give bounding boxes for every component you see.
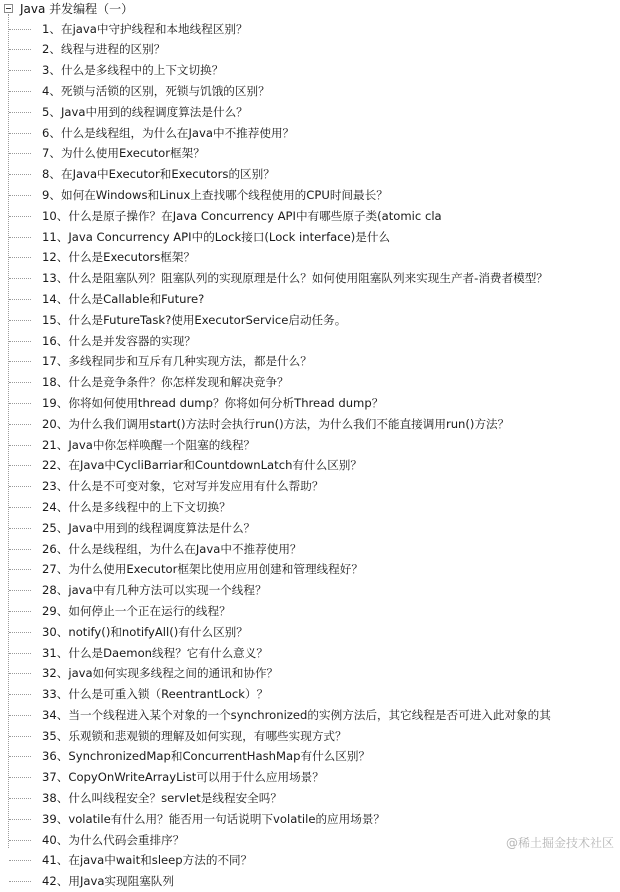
tree-item-label[interactable]: 34、当一个线程进入某个对象的一个synchronized的实例方法后，其它线程是否可进入此对象的其	[42, 707, 551, 722]
tree-item-label[interactable]: 28、java中有几种方法可以实现一个线程？	[42, 583, 267, 598]
tree-item[interactable]	[0, 705, 620, 726]
tree-item[interactable]	[0, 372, 620, 393]
tree-item-label[interactable]: 29、如何停止一个正在运行的线程？	[42, 603, 231, 618]
tree-item[interactable]	[0, 185, 620, 206]
tree-item[interactable]	[0, 414, 620, 435]
tree-branch-line	[9, 278, 31, 279]
tree-item[interactable]	[0, 102, 620, 123]
tree-item-label[interactable]: 1、在java中守护线程和本地线程区别？	[42, 21, 248, 36]
tree-branch-line	[9, 486, 31, 487]
tree-item-label[interactable]: 7、为什么使用Executor框架？	[42, 146, 205, 161]
tree-branch-line	[9, 569, 31, 570]
tree-branch-line	[9, 881, 31, 882]
tree-branch-line	[9, 798, 31, 799]
tree-item[interactable]	[0, 684, 620, 705]
tree-item[interactable]	[0, 788, 620, 809]
tree-branch-line	[9, 382, 31, 383]
tree-item[interactable]	[0, 726, 620, 747]
tree-item[interactable]	[0, 247, 620, 268]
tree-item-label[interactable]: 30、notify()和notifyAll()有什么区别？	[42, 624, 248, 639]
tree-branch-line	[9, 736, 31, 737]
tree-branch-line	[9, 299, 31, 300]
tree-item-label[interactable]: 6、什么是线程组，为什么在Java中不推荐使用？	[42, 125, 295, 140]
tree-item-label[interactable]: 4、死锁与活锁的区别，死锁与饥饿的区别？	[42, 83, 270, 98]
tree-item-label[interactable]: 9、如何在Windows和Linux上查找哪个线程使用的CPU时间最长？	[42, 187, 388, 202]
tree-root-label[interactable]: Java 并发编程（一）	[20, 2, 134, 16]
tree-branch-line	[9, 403, 31, 404]
tree-item-label[interactable]: 35、乐观锁和悲观锁的理解及如何实现，有哪些实现方式？	[42, 728, 347, 743]
tree-item-label[interactable]: 10、什么是原子操作？在Java Concurrency API中有哪些原子类(atomic cla	[42, 208, 442, 223]
tree-item[interactable]	[0, 143, 620, 164]
tree-branch-line	[9, 549, 31, 550]
tree-item[interactable]	[0, 497, 620, 518]
tree-item-label[interactable]: 31、什么是Daemon线程？它有什么意义？	[42, 645, 268, 660]
tree-item-label[interactable]: 38、什么叫线程安全？servlet是线程安全吗？	[42, 791, 282, 806]
tree-item-label[interactable]: 11、Java Concurrency API中的Lock接口(Lock interface)是什么	[42, 229, 391, 244]
tree-branch-line	[9, 611, 31, 612]
tree-branch-line	[9, 715, 31, 716]
tree-item-label[interactable]: 3、什么是多线程中的上下文切换？	[42, 63, 224, 78]
tree-item-label[interactable]: 33、什么是可重入锁（ReentrantLock）？	[42, 687, 269, 702]
tree-branch-line	[9, 320, 31, 321]
tree-item-label[interactable]: 19、你将如何使用thread dump？你将如何分析Thread dump？	[42, 395, 384, 410]
tree-branch-line	[9, 756, 31, 757]
tree-branch-line	[9, 590, 31, 591]
tree-item-label[interactable]: 42、用Java实现阻塞队列	[42, 874, 174, 889]
tree-item[interactable]	[0, 331, 620, 352]
tree-item-label[interactable]: 16、什么是并发容器的实现？	[42, 333, 196, 348]
tree-branch-line	[9, 424, 31, 425]
tree-branch-line	[9, 507, 31, 508]
tree-item-label[interactable]: 32、java如何实现多线程之间的通讯和协作？	[42, 666, 279, 681]
tree-item[interactable]	[0, 310, 620, 331]
tree-branch-line	[9, 112, 31, 113]
tree-item[interactable]	[0, 871, 620, 892]
tree-item-label[interactable]: 5、Java中用到的线程调度算法是什么？	[42, 104, 248, 119]
tree-branch-line	[9, 216, 31, 217]
tree-children	[0, 19, 620, 892]
tree-item[interactable]	[0, 455, 620, 476]
tree-branch-line	[9, 361, 31, 362]
tree-item-label[interactable]: 36、SynchronizedMap和ConcurrentHashMap有什么区别？	[42, 749, 371, 764]
tree-item[interactable]	[0, 622, 620, 643]
tree-branch-line	[9, 49, 31, 50]
tree-branch-line	[9, 237, 31, 238]
tree-item-label[interactable]: 13、什么是阻塞队列？阻塞队列的实现原理是什么？如何使用阻塞队列来实现生产者-消费者模型？	[42, 271, 548, 286]
tree-item[interactable]	[0, 539, 620, 560]
tree-branch-line	[9, 777, 31, 778]
tree-branch-line	[9, 133, 31, 134]
tree-item-label[interactable]: 15、什么是FutureTask?使用ExecutorService启动任务。	[42, 312, 347, 327]
tree-item[interactable]	[0, 206, 620, 227]
tree-item[interactable]	[0, 601, 620, 622]
tree-item[interactable]	[0, 19, 620, 40]
tree-item[interactable]	[0, 164, 620, 185]
tree-root-node[interactable]	[0, 0, 300, 18]
tree-branch-line	[9, 341, 31, 342]
tree-item[interactable]	[0, 289, 620, 310]
tree-branch-line	[9, 174, 31, 175]
tree-item[interactable]	[0, 123, 620, 144]
tree-item[interactable]	[0, 393, 620, 414]
tree-item-label[interactable]: 20、为什么我们调用start()方法时会执行run()方法，为什么我们不能直接调用run()方法？	[42, 416, 510, 431]
tree-item-label[interactable]: 21、Java中你怎样唤醒一个阻塞的线程？	[42, 437, 256, 452]
tree-item[interactable]	[0, 476, 620, 497]
tree-item-label[interactable]: 27、为什么使用Executor框架比使用应用创建和管理线程好？	[42, 562, 363, 577]
tree-item[interactable]	[0, 268, 620, 289]
tree-branch-line	[9, 91, 31, 92]
tree-item-label[interactable]: 24、什么是多线程中的上下文切换？	[42, 499, 231, 514]
tree-branch-line	[9, 819, 31, 820]
tree-item-label[interactable]: 18、什么是竞争条件？你怎样发现和解决竞争？	[42, 375, 289, 390]
tree-item[interactable]	[0, 227, 620, 248]
tree-branch-line	[9, 632, 31, 633]
tree-item[interactable]	[0, 850, 620, 871]
tree-item-label[interactable]: 41、在java中wait和sleep方法的不同？	[42, 853, 253, 868]
tree-branch-line	[9, 257, 31, 258]
tree-branch-line	[9, 195, 31, 196]
tree-item[interactable]	[0, 559, 620, 580]
tree-branch-line	[9, 528, 31, 529]
collapse-toggle-icon[interactable]	[4, 4, 13, 13]
tree-item[interactable]	[0, 580, 620, 601]
tree-item-label[interactable]: 22、在Java中CycliBarriar和CountdownLatch有什么区别？	[42, 458, 362, 473]
tree-item-label[interactable]: 12、什么是Executors框架？	[42, 250, 196, 265]
tree-item[interactable]	[0, 809, 620, 830]
tree-item-label[interactable]: 39、volatile有什么用？能否用一句话说明下volatile的应用场景？	[42, 811, 386, 826]
tree-item[interactable]	[0, 518, 620, 539]
tree-branch-line	[9, 70, 31, 71]
tree-branch-line	[9, 653, 31, 654]
tree-branch-line	[9, 673, 31, 674]
tree-branch-line	[9, 465, 31, 466]
tree-item-label[interactable]: 17、多线程同步和互斥有几种实现方法，都是什么？	[42, 354, 312, 369]
tree-item-label[interactable]: 40、为什么代码会重排序？	[42, 832, 185, 847]
tree-item-label[interactable]: 25、Java中用到的线程调度算法是什么？	[42, 520, 256, 535]
tree-item-label[interactable]: 8、在Java中Executor和Executors的区别？	[42, 167, 275, 182]
tree-item[interactable]	[0, 767, 620, 788]
tree-item-label[interactable]: 14、什么是Callable和Future?	[42, 291, 205, 306]
tree-item-label[interactable]: 26、什么是线程组，为什么在Java中不推荐使用？	[42, 541, 302, 556]
tree-item-label[interactable]: 2、线程与进程的区别？	[42, 42, 166, 57]
tree-item[interactable]	[0, 746, 620, 767]
tree-item-label[interactable]: 37、CopyOnWriteArrayList可以用于什么应用场景？	[42, 770, 324, 785]
tree-branch-line	[9, 29, 31, 30]
tree-branch-line	[9, 840, 31, 841]
watermark: @稀土掘金技术社区	[505, 836, 614, 850]
tree-item[interactable]	[0, 663, 620, 684]
tree-branch-line	[9, 153, 31, 154]
tree-branch-line	[9, 694, 31, 695]
tree-item[interactable]	[0, 81, 620, 102]
tree-branch-line	[9, 445, 31, 446]
tree-item-label[interactable]: 23、什么是不可变对象，它对写并发应用有什么帮助？	[42, 479, 324, 494]
tree-item[interactable]	[0, 643, 620, 664]
tree-item[interactable]	[0, 39, 620, 60]
tree-item[interactable]	[0, 351, 620, 372]
tree-item[interactable]	[0, 435, 620, 456]
tree-branch-line	[9, 860, 31, 861]
tree-item[interactable]	[0, 60, 620, 81]
